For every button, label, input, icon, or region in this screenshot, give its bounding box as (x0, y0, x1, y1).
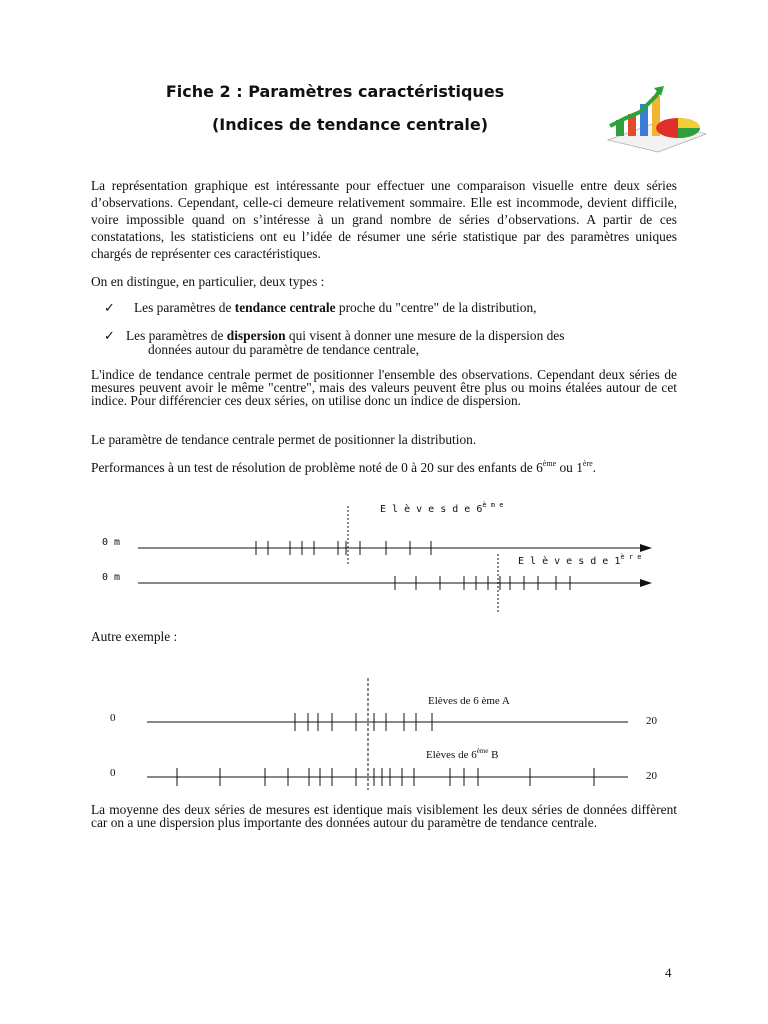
indice-paragraph: L'indice de tendance centrale permet de positionner l'ensemble des observations. Cependant deux séries de mesures peuvent avoir le même "centre", mais des valeurs peuvent être plus ou moins étalées autour de cet indice. Pour différencier ces deux séries, on utilise donc un indice de dispersion. (91, 367, 677, 408)
check-mark-icon: ✓ (104, 329, 115, 344)
axis-twenty-label: 20 (646, 715, 657, 727)
label-eleves-6eme: E l è v e s d e $6^{è m e}$ (380, 501, 504, 515)
check-mark-icon: ✓ (104, 301, 115, 316)
label-eleves-6eme-a: Elèves de 6 ème A (428, 695, 510, 707)
ticks-6eme-a (295, 713, 432, 731)
autre-exemple: Autre exemple : (91, 629, 178, 644)
bullet-central-tendency: ✓ Les paramètres de tendance centrale proche du "centre" de la distribution, (104, 300, 537, 316)
axis-twenty-label: 20 (646, 770, 657, 782)
bullet-dispersion-continued: données autour du paramètre de tendance centrale, (148, 342, 420, 357)
document-title: Fiche 2 : Paramètres caractéristiques (165, 82, 505, 101)
ticks-1ere (395, 576, 570, 590)
axis-start-label: 0 m (102, 572, 121, 583)
document-subtitle: (Indices de tendance centrale) (211, 115, 489, 134)
bullet-dispersion: ✓ Les paramètres de dispersion qui visent à donner une mesure de la dispersion des (104, 328, 565, 344)
arrow-head (640, 544, 652, 552)
ticks-6eme-b (177, 768, 594, 786)
intro-paragraph: La représentation graphique est intéressante pour effectuer une comparaison visuelle entre deux séries d’observations. Cependant, celle-ci demeure relativement sommaire. Elle est incommode, devient difficile, voire impossible quand on s’intéresse à un grand nombre de séries d’observations. A partir de ces constatations, les statisticiens ont eu l’idée de résumer une série statistique par des paramètres uniques chargés de représenter ces caractéristiques. (91, 178, 677, 261)
page-number: 4 (665, 965, 672, 980)
label-eleves-6eme-b: Elèves de 6ème B (426, 747, 499, 761)
chart-3d-icon (598, 82, 708, 154)
axis-zero-label: 0 (110, 712, 116, 724)
performance-paragraph: Performances à un test de résolution de problème noté de 0 à 20 sur des enfants de 6ème ou 1ère. (91, 459, 597, 475)
axis-start-label: 0 m (102, 537, 121, 548)
axis-zero-label: 0 (110, 767, 116, 779)
arrow-head (640, 579, 652, 587)
label-eleves-1ere: E l è v e s d e $1^{è r e}$ (518, 553, 642, 567)
param-paragraph: Le paramètre de tendance centrale permet de positionner la distribution. (91, 432, 477, 447)
ticks-6eme (256, 541, 431, 555)
types-intro: On en distingue, en particulier, deux types : (91, 274, 325, 289)
conclusion-paragraph: La moyenne des deux séries de mesures est identique mais visiblement les deux séries de données diffèrent car on a une dispersion plus importante des données autour du paramètre de tendance centrale. (91, 802, 677, 830)
